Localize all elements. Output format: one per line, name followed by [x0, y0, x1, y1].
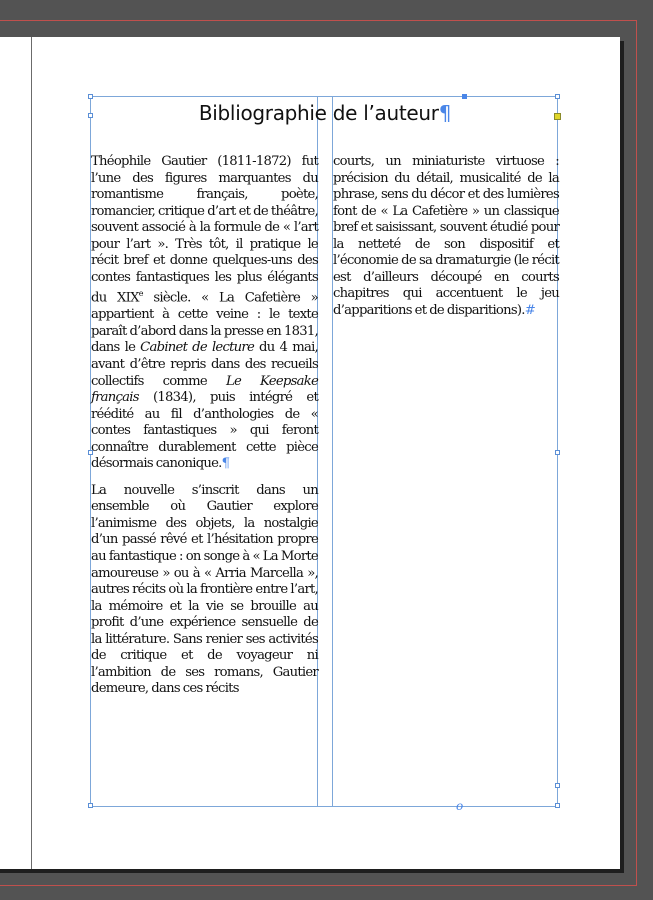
- heading-text: Bibliographie de l’auteur: [198, 101, 439, 125]
- text-frame[interactable]: [90, 96, 559, 813]
- page-spine-line: [31, 37, 32, 869]
- text-column-1[interactable]: [91, 154, 318, 708]
- pilcrow-mark: ¶: [221, 456, 230, 472]
- paragraph-2-part-1: La nouvelle s’inscrit dans un ensemble où Gautier explore l’animisme des objets, la nostalgie d’un passé rêvé et l’hésitation propre au fantastique : on songe à « La Morte amoureuse » ou à « Arria Marcella », autres récits où la frontière entre l’art, la mémoire et la vie se brouille au profit d’une expérience sensuelle de la littérature. Sans renier ses activités de critique et de voyageur ni l’ambition de ses romans, Gautier demeure, dans ces récits: [91, 482, 318, 697]
- text-column-2[interactable]: [333, 154, 559, 329]
- page-heading: [91, 97, 559, 125]
- paragraph-2-part-2: courts, un miniaturiste virtuose : précision du détail, musicalité de la phrase, sens du décor et des lumières font de « La Cafetière » un classique bref et saisissant, souvent étudié pour la netteté de son dispositif et l’économie de sa dramaturgie (le récit est d’ailleurs découpé en courts chapitres qui accentuent le jeu d’apparitions et de disparitions).#: [333, 154, 559, 318]
- paragraph-1: Théophile Gautier (1811-1872) fut l’une des figures marquantes du romantisme français, poète, romancier, critique d’art et de théâtre, souvent associé à la formule de « l’art pour l’art ». Très tôt, il pratique le récit bref et donne quelques-uns des contes fantastiques les plus élégants du XIXe siècle. « La Cafetière » appartient à cette veine : le texte paraît d’abord dans la presse en 1831, dans le Cabinet de lecture du 4 mai, avant d’être repris dans des recueils collectifs comme Le Keepsake français (1834), puis intégré et réédité au fil d’anthologies de « contes fantastiques » qui feront connaître durablement cette pièce désormais canonique.¶: [91, 154, 319, 472]
- frame-out-port-handle[interactable]: [555, 783, 560, 788]
- frame-handle-bottom-left[interactable]: [88, 803, 93, 808]
- end-of-story-mark: #: [524, 302, 536, 318]
- overset-indicator[interactable]: o: [456, 799, 464, 813]
- pilcrow-mark: ¶: [438, 101, 452, 125]
- document-page[interactable]: [0, 37, 620, 869]
- frame-handle-bottom-right[interactable]: [555, 803, 560, 808]
- frame-handle-middle-right[interactable]: [555, 450, 560, 455]
